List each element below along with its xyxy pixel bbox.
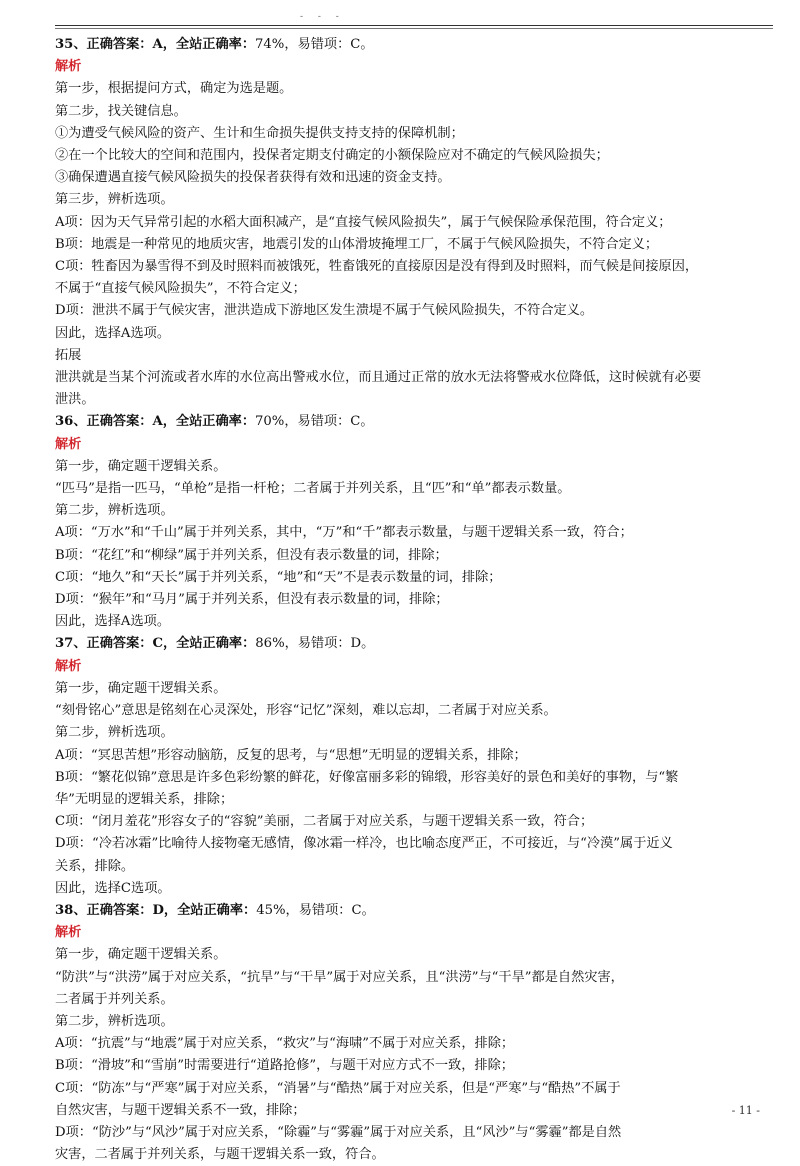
analysis-line: B项：“花红”和“柳绿”属于并列关系，但没有表示数量的词，排除； [55,547,448,563]
analysis-line: 第二步，找关键信息。 [55,103,187,119]
analysis-label: 解析 [55,658,82,674]
analysis-line: A项：“冥思苦想”形容动脑筋，反复的思考，与“思想”无明显的逻辑关系，排除； [55,747,527,763]
analysis-line: 第二步，辨析选项。 [55,725,174,741]
analysis-line: 第二步，辨析选项。 [55,503,174,519]
question-number: 38、 [55,902,87,918]
analysis-line: 第一步，确定题干逻辑关系。 [55,680,227,696]
analysis-line: 第二步，辨析选项。 [55,1013,174,1029]
analysis-line: “防洪”与“洪涝”属于对应关系，“抗旱”与“干旱”属于对应关系，且“洪涝”与“干旱”都是自然灾害， [55,969,624,985]
analysis-line: 关系，排除。 [55,858,135,874]
header-rule [55,25,773,26]
analysis-line: 灾害，二者属于并列关系，与题干逻辑关系一致，符合。 [55,1147,385,1163]
analysis-line: B项：地震是一种常见的地质灾害，地震引发的山体滑坡掩埋工厂，不属于气候风险损失，不符合定义； [55,236,659,252]
page-number: - 11 - [731,1104,760,1117]
error-prone-option: C。 [350,37,374,52]
analysis-line: C项：“防冻”与“严寒”属于对应关系，“消暑”与“酷热”属于对应关系，但是“严寒”与“酷热”不属于 [55,1080,621,1096]
correct-answer: A， [152,37,176,52]
header-rule-thin [55,28,773,29]
correct-answer-label: 正确答案： [86,414,153,430]
analysis-line: A项：因为天气异常引起的水稻大面积减产，是“直接气候风险损失”，属于气候保险承保范围，符合定义； [55,214,672,230]
correct-answer: C， [152,636,177,652]
analysis-line: D项：泄洪不属于气候灾害，泄洪造成下游地区发生溃堤不属于气候风险损失，不符合定义。 [55,303,594,319]
error-prone-option: C。 [350,414,374,430]
analysis-line: 因此，选择C选项。 [55,880,171,896]
analysis-line: 泄洪就是当某个河流或者水库的水位高出警戒水位，而且通过正常的放水无法将警戒水位降低，这时候就有必要 [55,370,702,386]
analysis-line: 第三步，辨析选项。 [55,192,174,208]
analysis-line: A项：“抗震”与“地震”属于对应关系，“救灾”与“海啸”不属于对应关系，排除； [55,1036,515,1052]
analysis-line: B项：“繁花似锦”意思是许多色彩纷繁的鲜花，好像富丽多彩的锦缎，形容美好的景色和美好的事物，与“繁 [55,769,679,785]
accuracy-label: 全站正确率： [175,414,256,430]
question-block [55,633,773,899]
analysis-line: 二者属于并列关系。 [55,991,174,1007]
analysis-label: 解析 [55,59,82,75]
analysis-line: C项：牲畜因为暴雪得不到及时照料而被饿死，牲畜饿死的直接原因是没有得到及时照料，而气候是间接原因， [55,259,699,275]
question-block [55,411,773,633]
question-number: 37、 [55,636,87,652]
answer-content [55,34,773,1166]
question-block [55,900,773,1166]
analysis-line: D项：“冷若冰霜”比喻待人接物毫无感情，像冰霜一样冷，也比喻态度严正，不可接近，与“冷漠”属于近义 [55,836,673,852]
analysis-line: C项：“闭月羞花”形容女子的“容貌”美丽，二者属于对应关系，与题干逻辑关系一致，符合； [55,814,594,830]
correct-answer-label: 正确答案： [86,37,153,52]
analysis-line: C项：“地久”和“天长”属于并列关系，“地”和“天”不是表示数量的词，排除； [55,569,502,585]
analysis-line: 因此，选择A选项。 [55,325,171,341]
correct-answer-label: 正确答案： [86,902,153,918]
question-number: 36、 [55,414,87,430]
analysis-line: 泄洪。 [55,392,95,408]
analysis-line: 拓展 [55,347,82,363]
analysis-line: “刻骨铭心”意思是铭刻在心灵深处，形容“记忆”深刻，难以忘却，二者属于对应关系。 [55,703,557,719]
analysis-line: A项：“万水”和“千山”属于并列关系，其中，“万”和“千”都表示数量，与题干逻辑关系一致，符合； [55,525,633,541]
analysis-line: 自然灾害，与题干逻辑关系不一致，排除； [55,1102,306,1118]
analysis-line: 因此，选择A选项。 [55,614,171,630]
analysis-line: ①为遭受气候风险的资产、生计和生命损失提供支持支持的保障机制； [55,125,464,141]
analysis-label: 解析 [55,925,82,941]
analysis-line: B项：“滑坡”和“雪崩”时需要进行“道路抢修”，与题干对应方式不一致，排除； [55,1058,514,1074]
error-prone-option: D。 [350,636,375,652]
analysis-line: ③确保遭遇直接气候风险损失的投保者获得有效和迅速的资金支持。 [55,170,451,186]
accuracy-label: 全站正确率： [175,37,256,52]
accuracy-rate: 86%， [255,636,298,652]
correct-answer-label: 正确答案： [86,636,153,652]
analysis-line: 第一步，确定题干逻辑关系。 [55,947,227,963]
analysis-label: 解析 [55,436,82,452]
question-header [55,633,773,655]
accuracy-rate: 45%， [256,902,299,918]
error-prone-label: 易错项： [298,902,352,918]
accuracy-label: 全站正确率： [177,902,257,918]
error-prone-label: 易错项： [297,414,351,430]
question-number: 35、 [55,37,87,52]
analysis-line: 第一步，确定题干逻辑关系。 [55,458,227,474]
error-prone-label: 易错项： [297,37,351,52]
correct-answer: D， [152,902,178,918]
question-header [55,900,773,922]
accuracy-rate: 74%， [255,37,298,52]
analysis-line: 不属于“直接气候风险损失”，不符合定义； [55,281,306,297]
question-list [55,34,773,1166]
analysis-line: 华”无明显的逻辑关系，排除； [55,791,234,807]
correct-answer: A， [152,414,176,430]
question-header [55,411,773,433]
analysis-line: D项：“猴年”和“马月”属于并列关系，但没有表示数量的词，排除； [55,592,449,608]
error-prone-option: C。 [351,902,375,918]
question-block [55,34,773,411]
header-marks: - - - [300,12,345,22]
analysis-line: D项：“防沙”与“风沙”属于对应关系，“除霾”与“雾霾”属于对应关系，且“风沙”与“雾霾”都是自然 [55,1124,622,1140]
accuracy-rate: 70%， [255,414,298,430]
analysis-line: 第一步，根据提问方式，确定为选是题。 [55,81,293,97]
error-prone-label: 易错项： [297,636,351,652]
analysis-line: ②在一个比较大的空间和范围内，投保者定期支付确定的小额保险应对不确定的气候风险损失； [55,148,609,164]
accuracy-label: 全站正确率： [176,636,256,652]
question-header [55,34,773,56]
analysis-line: “匹马”是指一匹马，“单枪”是指一杆枪；二者属于并列关系，且“匹”和“单”都表示数量。 [55,481,571,497]
